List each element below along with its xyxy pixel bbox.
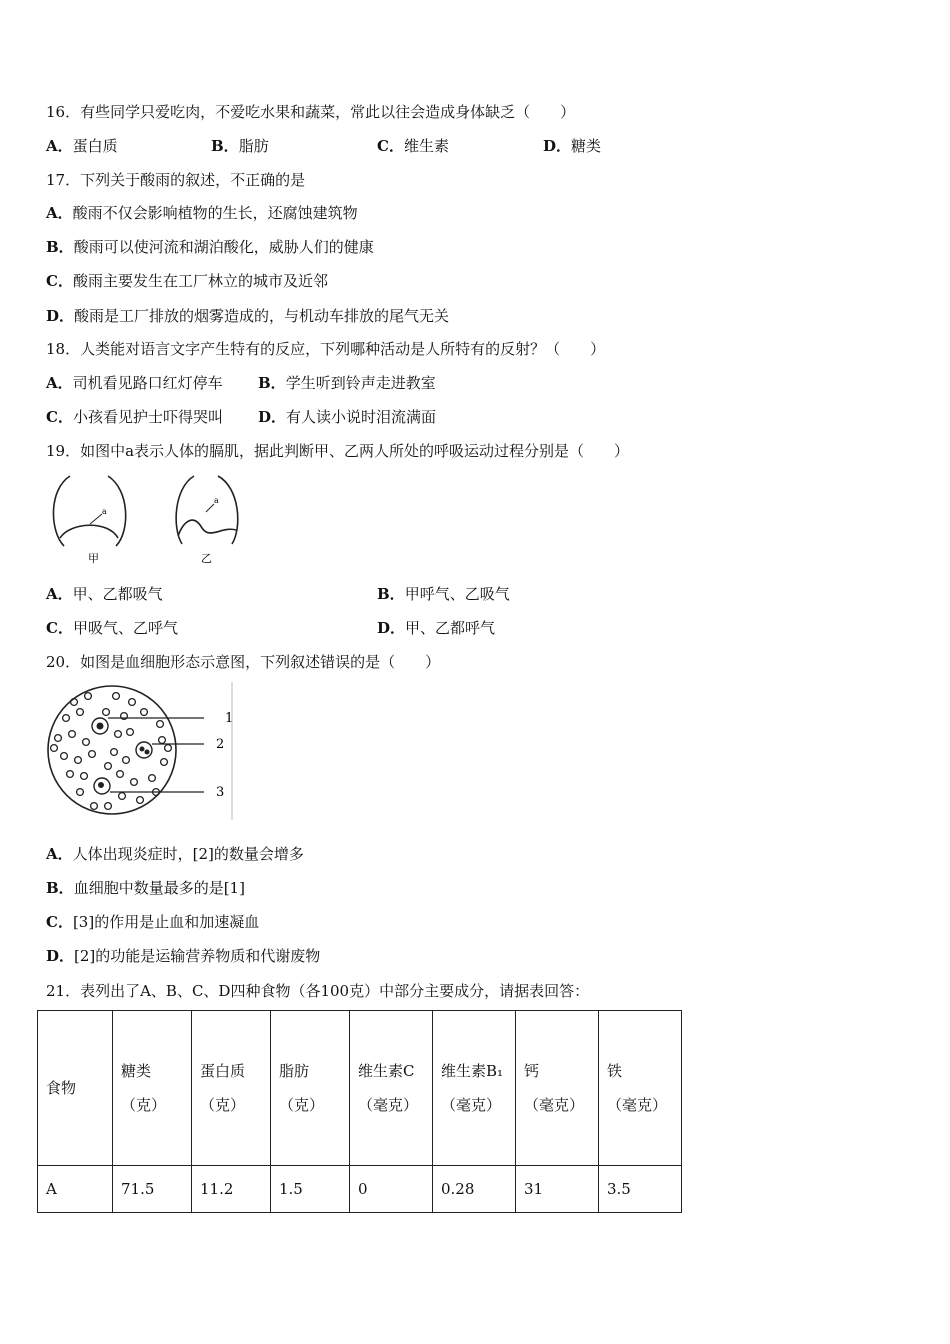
q16-stem: 16．有些同学只爱吃肉，不爱吃水果和蔬菜，常此以往会造成身体缺乏（ ） bbox=[46, 103, 576, 121]
q16-option-d[interactable]: D．糖类 bbox=[543, 137, 602, 155]
q18-option-a[interactable]: A．司机看见路口红灯停车 bbox=[46, 374, 223, 392]
diaphragm-yi bbox=[178, 520, 236, 536]
diaphragm-label-a-yi: a bbox=[214, 496, 219, 505]
header-cell-iron: 铁 （毫克） bbox=[599, 1011, 682, 1166]
q19-stem: 19．如图中a表示人体的膈肌，据此判断甲、乙两人所处的呼吸运动过程分别是（ ） bbox=[46, 442, 630, 460]
header-cell-vitamin-b1: 维生素B₁ （毫克） bbox=[433, 1011, 516, 1166]
header-cell-sugar: 糖类 （克） bbox=[113, 1011, 192, 1166]
q17-stem: 17．下列关于酸雨的叙述，不正确的是 bbox=[46, 171, 306, 189]
diaphragm-figure bbox=[46, 470, 246, 570]
blood-cell-label-2: 2 bbox=[216, 737, 225, 752]
q19-option-b[interactable]: B．甲呼气、乙吸气 bbox=[377, 585, 510, 603]
diaphragm-jia bbox=[60, 525, 118, 538]
header-cell-calcium: 钙 （毫克） bbox=[516, 1011, 599, 1166]
table-cell: 3.5 bbox=[599, 1166, 682, 1213]
q20-option-d[interactable]: D．[2]的功能是运输营养物质和代谢废物 bbox=[46, 947, 321, 965]
blood-cell-label-1: 1 bbox=[225, 711, 234, 726]
q17-option-a[interactable]: A．酸雨不仅会影响植物的生长，还腐蚀建筑物 bbox=[46, 204, 358, 222]
chest-outline-yi bbox=[176, 476, 238, 544]
diaphragm-label-a-jia: a bbox=[102, 507, 107, 516]
table-cell: 71.5 bbox=[113, 1166, 192, 1213]
q18-option-d[interactable]: D．有人读小说时泪流满面 bbox=[258, 408, 437, 426]
q18-stem: 18．人类能对语言文字产生特有的反应，下列哪种活动是人所特有的反射？（ ） bbox=[46, 340, 606, 358]
caption-yi: 乙 bbox=[201, 552, 212, 565]
header-cell-fat: 脂肪 （克） bbox=[271, 1011, 350, 1166]
table-row bbox=[38, 1166, 682, 1213]
chest-outline-jia bbox=[53, 476, 125, 546]
q20-option-c[interactable]: C．[3]的作用是止血和加速凝血 bbox=[46, 913, 260, 931]
q20-stem: 20．如图是血细胞形态示意图，下列叙述错误的是（ ） bbox=[46, 653, 441, 671]
q19-option-d[interactable]: D．甲、乙都呼气 bbox=[377, 619, 496, 637]
q18-option-b[interactable]: B．学生听到铃声走进教室 bbox=[258, 374, 436, 392]
q16-option-b[interactable]: B．脂肪 bbox=[211, 137, 269, 155]
q18-option-c[interactable]: C．小孩看见护士吓得哭叫 bbox=[46, 408, 223, 426]
q16-option-a[interactable]: A．蛋白质 bbox=[46, 137, 118, 155]
food-nutrition-table bbox=[37, 1010, 682, 1213]
q17-option-c[interactable]: C．酸雨主要发生在工厂林立的城市及近邻 bbox=[46, 272, 328, 290]
q17-option-b[interactable]: B．酸雨可以使河流和湖泊酸化，威胁人们的健康 bbox=[46, 238, 374, 256]
table-cell: 0.28 bbox=[433, 1166, 516, 1213]
table-cell: 31 bbox=[516, 1166, 599, 1213]
table-cell: 0 bbox=[350, 1166, 433, 1213]
q20-option-a[interactable]: A．人体出现炎症时，[2]的数量会增多 bbox=[46, 845, 304, 863]
table-header-row bbox=[38, 1011, 682, 1166]
header-cell-vitamin-c: 维生素C （毫克） bbox=[350, 1011, 433, 1166]
q20-option-b[interactable]: B．血细胞中数量最多的是[1] bbox=[46, 879, 245, 897]
q19-option-a[interactable]: A．甲、乙都吸气 bbox=[46, 585, 163, 603]
header-cell-protein: 蛋白质 （克） bbox=[192, 1011, 271, 1166]
table-cell: 11.2 bbox=[192, 1166, 271, 1213]
q21-stem: 21．表列出了A、B、C、D四种食物（各100克）中部分主要成分，请据表回答： bbox=[46, 982, 590, 1000]
q19-option-c[interactable]: C．甲吸气、乙呼气 bbox=[46, 619, 178, 637]
q17-option-d[interactable]: D．酸雨是工厂排放的烟雾造成的，与机动车排放的尾气无关 bbox=[46, 307, 450, 325]
table-cell: 1.5 bbox=[271, 1166, 350, 1213]
blood-cell-figure bbox=[44, 682, 236, 820]
q16-option-c[interactable]: C．维生素 bbox=[377, 137, 449, 155]
blood-cell-label-3: 3 bbox=[216, 785, 225, 800]
header-cell-food: 食物 bbox=[38, 1011, 113, 1166]
table-cell: A bbox=[38, 1166, 113, 1213]
caption-jia: 甲 bbox=[88, 552, 99, 565]
